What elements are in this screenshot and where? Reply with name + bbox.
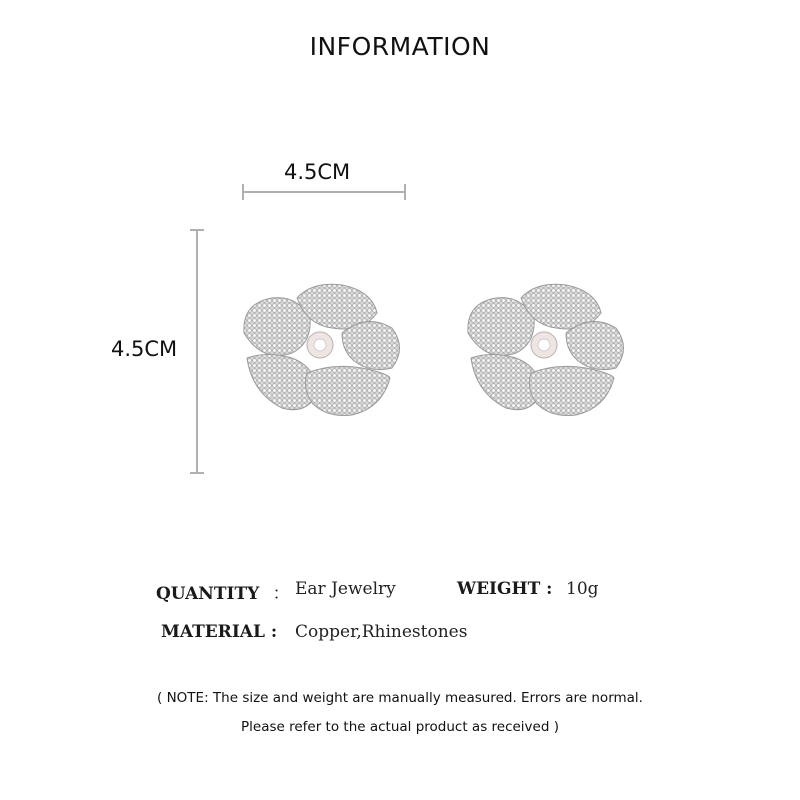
- quantity-label: QUANTITY: [156, 584, 260, 604]
- quantity-value: Ear Jewelry: [295, 579, 396, 599]
- material-label: MATERIAL :: [161, 622, 278, 642]
- quantity-separator: ：: [272, 584, 290, 604]
- width-dimension-label: 4.5CM: [284, 160, 351, 184]
- left-earring: [244, 284, 400, 415]
- weight-row: [457, 579, 552, 599]
- weight-label: WEIGHT :: [457, 579, 553, 599]
- page-title: INFORMATION: [309, 32, 491, 61]
- note-line-1: ( NOTE: The size and weight are manually measured. Errors are normal.: [157, 690, 643, 706]
- height-dimension-label: 4.5CM: [111, 337, 178, 361]
- quantity-row: [156, 579, 290, 604]
- material-row: [161, 622, 277, 642]
- material-value: Copper,Rhinestones: [295, 622, 468, 642]
- right-earring: [468, 284, 624, 415]
- note-line-2: Please refer to the actual product as received ): [241, 719, 559, 735]
- weight-value: 10g: [566, 579, 599, 599]
